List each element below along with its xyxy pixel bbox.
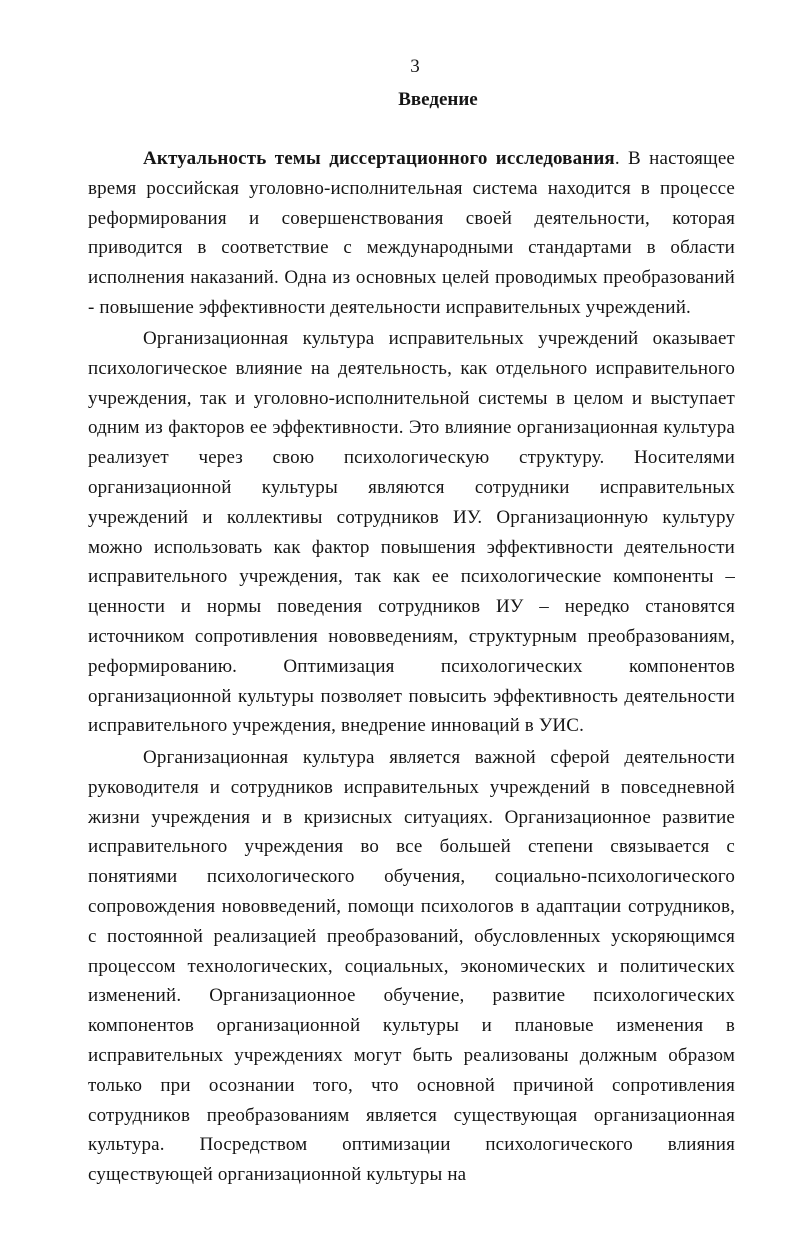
paragraph-relevance	[88, 144, 735, 323]
page-number: 3	[410, 56, 420, 77]
paragraph-lead-bold: Актуальность темы диссертационного исследования	[143, 148, 615, 169]
paragraph-organizational-development: Организационная культура является важной сферой деятельности руководителя и сотрудников исправительных учреждений в повседневной жизни учреждения и в кризисных ситуациях. Организационное развитие исправительного учреждения во все большей степени связывается с понятиями психологического обучения, социально-психологического сопровождения нововведений, помощи психологов в адаптации сотрудников, с постоянной реализацией преобразований, обусловленных ускоряющимся процессом технологических, социальных, экономических и политических изменений. Организационное обучение, развитие психологических компонентов организационной культуры и плановые изменения в исправительных учреждениях могут быть реализованы должным образом только при осознании того, что основной причиной сопротивления сотрудников преобразованиям является существующая организационная культура. Посредством оптимизации психологического влияния существующей организационной культуры на	[88, 747, 735, 1186]
section-heading: Введение	[398, 89, 478, 110]
paragraph-text: . В настоящее время российская уголовно-исполнительная система находится в процессе реформирования и совершенствования своей деятельности, которая приводится в соответствие с международными стандартами в области исполнения наказаний. Одна из основных целей проводимых преобразований - повышение эффективности деятельности исправительных учреждений.	[88, 148, 735, 318]
paragraph-organizational-culture: Организационная культура исправительных учреждений оказывает психологическое влияние на деятельность, как отдельного исправительного учреждения, так и уголовно-исполнительной системы в целом и выступает одним из факторов ее эффективности. Это влияние организационная культура реализует через свою психологическую структуру. Носителями организационной культуры являются сотрудники исправительных учреждений и коллективы сотрудников ИУ. Организационную культуру можно использовать как фактор повышения эффективности деятельности исправительного учреждения, так как ее психологические компоненты – ценности и нормы поведения сотрудников ИУ – нередко становятся источником сопротивления нововведениям, структурным преобразованиям, реформированию. Оптимизация психологических компонентов организационной культуры позволяет повысить эффективность деятельности исправительного учреждения, внедрение инноваций в УИС.	[88, 328, 735, 737]
